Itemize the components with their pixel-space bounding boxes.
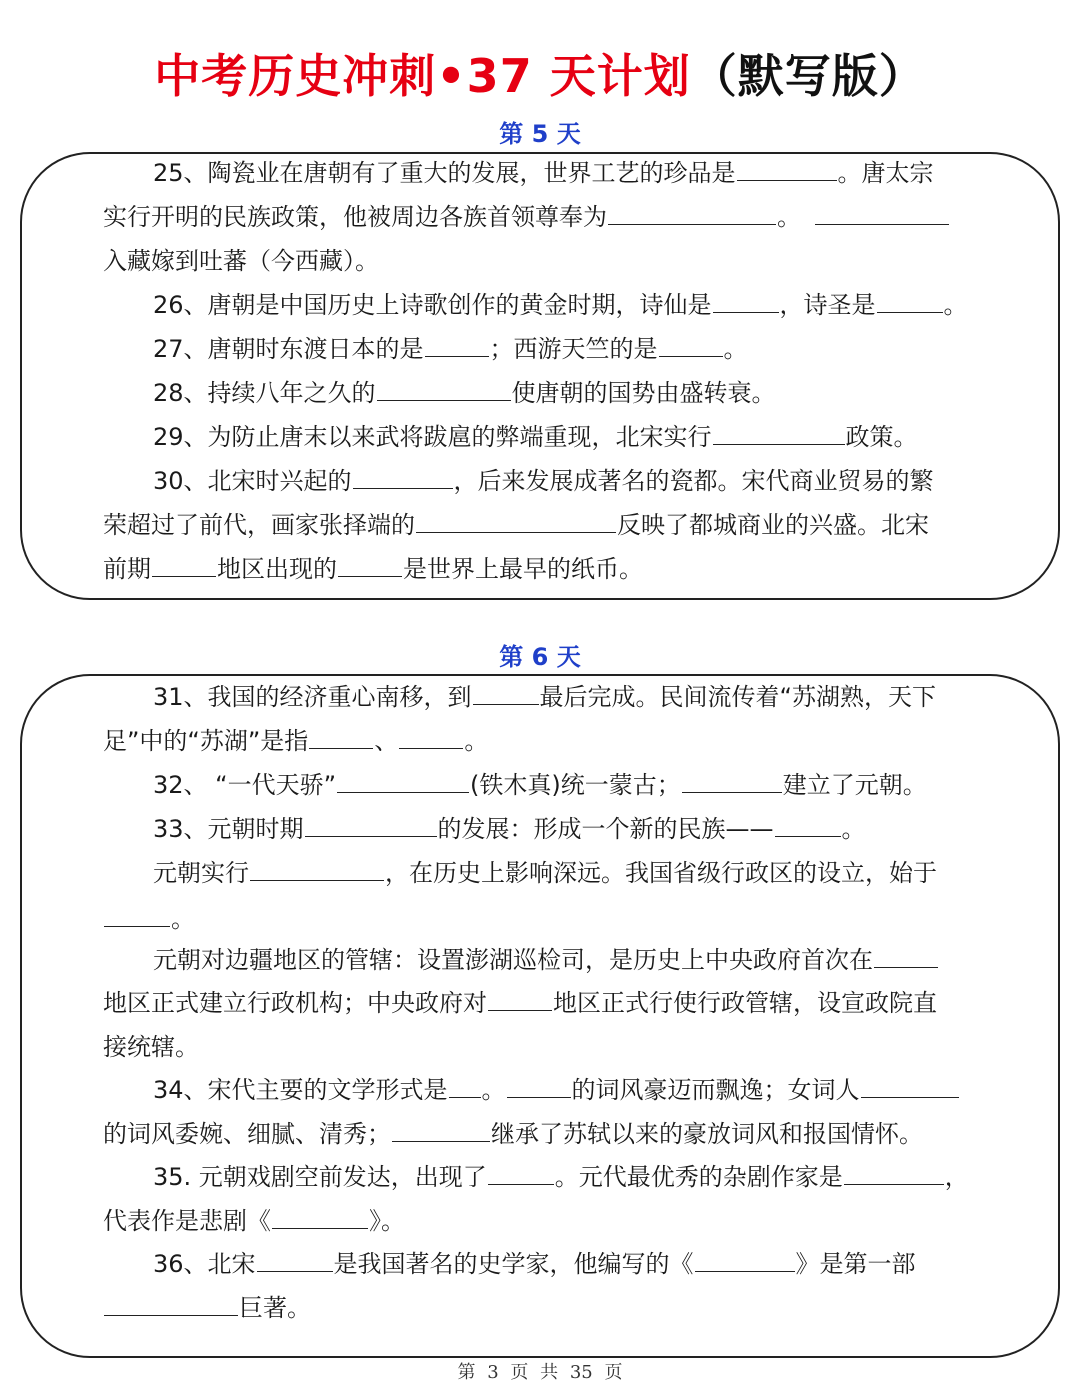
answer-blank[interactable] — [449, 1075, 481, 1098]
q30-line-2: 荣超过了前代，画家张择端的 反映了都城商业的兴盛。北宋 — [103, 511, 929, 539]
answer-blank[interactable] — [250, 858, 384, 881]
answer-blank[interactable] — [695, 1249, 795, 1272]
answer-blank[interactable] — [659, 334, 723, 357]
q30-line-1: 30、北宋时兴起的 ，后来发展成著名的瓷都。宋代商业贸易的繁 — [153, 467, 934, 495]
q33-line-2: 元朝实行 ，在历史上影响深远。我国省级行政区的设立，始于 — [153, 859, 937, 887]
answer-blank[interactable] — [507, 1075, 571, 1098]
q28-line: 28、持续八年之久的 使唐朝的国势由盛转衰。 — [153, 379, 776, 407]
answer-blank[interactable] — [877, 290, 943, 313]
q36-line-1: 36、北宋 是我国著名的史学家，他编写的《 》是第一部 — [153, 1250, 916, 1278]
answer-blank[interactable] — [713, 290, 779, 313]
q31-line-2: 足”中的“苏湖”是指 、 。 — [103, 727, 489, 755]
q26-line: 26、唐朝是中国历史上诗歌创作的黄金时期，诗仙是 ，诗圣是 。 — [153, 291, 968, 319]
answer-blank[interactable] — [488, 988, 552, 1011]
answer-blank[interactable] — [104, 1293, 238, 1316]
q29-line: 29、为防止唐末以来武将跋扈的弊端重现，北宋实行 政策。 — [153, 423, 918, 451]
answer-blank[interactable] — [874, 945, 938, 968]
q33-line-5: 地区正式建立行政机构；中央政府对 地区正式行使行政管辖，设宣政院直 — [103, 989, 937, 1017]
answer-blank[interactable] — [272, 1206, 368, 1229]
q34-line-2: 的词风委婉、细腻、清秀； 继承了苏轼以来的豪放词风和报国情怀。 — [103, 1120, 923, 1148]
q33-line-3: 。 — [103, 903, 983, 935]
q33-line-6: 接统辖。 — [103, 1033, 199, 1061]
q36-line-2: 巨著。 — [103, 1292, 983, 1324]
answer-blank[interactable] — [861, 1075, 959, 1098]
answer-blank[interactable] — [737, 158, 837, 181]
answer-blank[interactable] — [488, 1162, 554, 1185]
title-main: 中考历史冲刺•37 天计划 — [154, 49, 691, 103]
q33-line-4: 元朝对边疆地区的管辖：设置澎湖巡检司，是历史上中央政府首次在 — [153, 944, 983, 976]
answer-blank[interactable] — [104, 904, 170, 927]
q30-line-3: 前期 地区出现的 是世界上最早的纸币。 — [103, 555, 643, 583]
q25-line-2: 实行开明的民族政策，他被周边各族首领尊奉为 。 — [103, 201, 983, 233]
answer-blank[interactable] — [152, 554, 216, 577]
q34-line-1: 34、宋代主要的文学形式是 。 的词风豪迈而飘逸；女词人 — [153, 1074, 983, 1106]
answer-blank[interactable] — [305, 814, 437, 837]
answer-blank[interactable] — [338, 554, 402, 577]
answer-blank[interactable] — [377, 378, 511, 401]
page-title — [0, 40, 1080, 106]
q35-line-1: 35. 元朝戏剧空前发达，出现了 。元代最优秀的杂剧作家是 ， — [153, 1163, 969, 1191]
answer-blank[interactable] — [416, 510, 616, 533]
answer-blank[interactable] — [608, 202, 776, 225]
answer-blank[interactable] — [775, 814, 841, 837]
q31-line-1: 31、我国的经济重心南移，到 最后完成。民间流传着“苏湖熟，天下 — [153, 683, 936, 711]
answer-blank[interactable] — [682, 770, 782, 793]
answer-blank[interactable] — [815, 202, 949, 225]
page-number: 第 3 页 共 35 页 — [457, 1362, 623, 1383]
answer-blank[interactable] — [392, 1119, 490, 1142]
q27-line: 27、唐朝时东渡日本的是 ；西游天竺的是 。 — [153, 335, 748, 363]
day-6-title: 第 6 天 — [499, 643, 581, 671]
answer-blank[interactable] — [257, 1249, 333, 1272]
q25-line-1: 25、陶瓷业在唐朝有了重大的发展，世界工艺的珍品是 。唐太宗 — [153, 159, 934, 187]
q25-line-3: 入藏嫁到吐蕃（今西藏）。 — [103, 247, 379, 275]
answer-blank[interactable] — [399, 726, 463, 749]
answer-blank[interactable] — [425, 334, 489, 357]
q35-line-2: 代表作是悲剧《 》。 — [103, 1207, 405, 1235]
answer-blank[interactable] — [309, 726, 373, 749]
q33-line-1: 33、元朝时期 的发展：形成一个新的民族—— 。 — [153, 815, 866, 843]
answer-blank[interactable] — [473, 682, 539, 705]
answer-blank[interactable] — [337, 770, 469, 793]
q32-line: 32、 “一代天骄” (铁木真)统一蒙古； 建立了元朝。 — [153, 771, 927, 799]
day-5-title: 第 5 天 — [499, 120, 581, 148]
answer-blank[interactable] — [353, 466, 453, 489]
answer-blank[interactable] — [844, 1162, 944, 1185]
title-suffix: （默写版） — [690, 49, 926, 103]
answer-blank[interactable] — [713, 422, 845, 445]
